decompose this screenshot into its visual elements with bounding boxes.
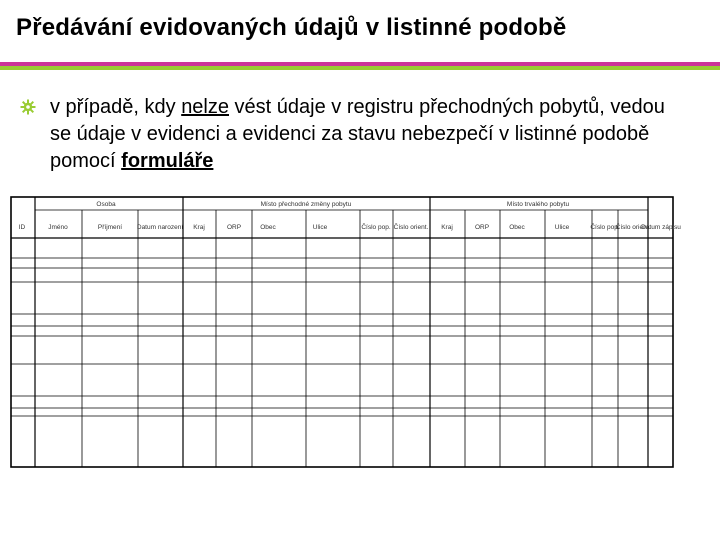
col-header-kraj-trvaly: Kraj: [441, 224, 453, 231]
group-header-osoba: Osoba: [96, 201, 116, 208]
col-header-datum-narozeni: Datum narození: [136, 224, 184, 231]
title-divider-green: [0, 66, 720, 70]
col-header-prijmeni: Příjmení: [97, 224, 123, 231]
col-header-obec-prechodny: Obec: [260, 224, 276, 231]
group-header-trvaly-pobyt: Místo trvalého pobytu: [506, 201, 570, 208]
form-grid-svg: [10, 196, 681, 468]
col-header-orp-prechodny: ORP: [226, 224, 242, 231]
emphasis-formulare: formuláře: [121, 150, 214, 172]
gear-bullet-icon: [20, 99, 36, 115]
col-header-id: ID: [18, 224, 26, 231]
col-header-cislo-pop-trvaly: Číslo pop.: [590, 224, 620, 231]
col-header-jmeno: Jméno: [48, 224, 68, 231]
group-header-prechodny-pobyt: Místo přechodné změny pobytu: [260, 201, 352, 208]
col-header-datum-zapisu: Datum zápisu: [641, 224, 681, 231]
evidence-form-table: [10, 196, 681, 468]
col-header-cislo-pop-prechodny: Číslo pop.: [361, 224, 391, 231]
bullet-text: [50, 94, 690, 175]
bullet-text-part1: v případě, kdy: [50, 96, 182, 118]
slide-title: Předávání evidovaných údajů v listinné podobě: [16, 14, 567, 41]
col-header-obec-trvaly: Obec: [509, 224, 525, 231]
col-header-ulice-prechodny: Ulice: [312, 224, 328, 231]
col-header-orp-trvaly: ORP: [474, 224, 490, 231]
col-header-cislo-orient-trvaly: Číslo orient.: [615, 224, 651, 231]
bullet-text-part2: vést údaje v registru přechodných pobytů, vedou se údaje v evidenci a evidenci za stavu nebezpečí v listinné podobě pomocí: [50, 96, 665, 172]
col-header-cislo-orient-prechodny: Číslo orient.: [393, 224, 429, 231]
form-grid-lines: [11, 197, 673, 467]
col-header-kraj-prechodny: Kraj: [193, 224, 205, 231]
emphasis-nelze: nelze: [181, 96, 229, 118]
col-header-ulice-trvaly: Ulice: [554, 224, 570, 231]
